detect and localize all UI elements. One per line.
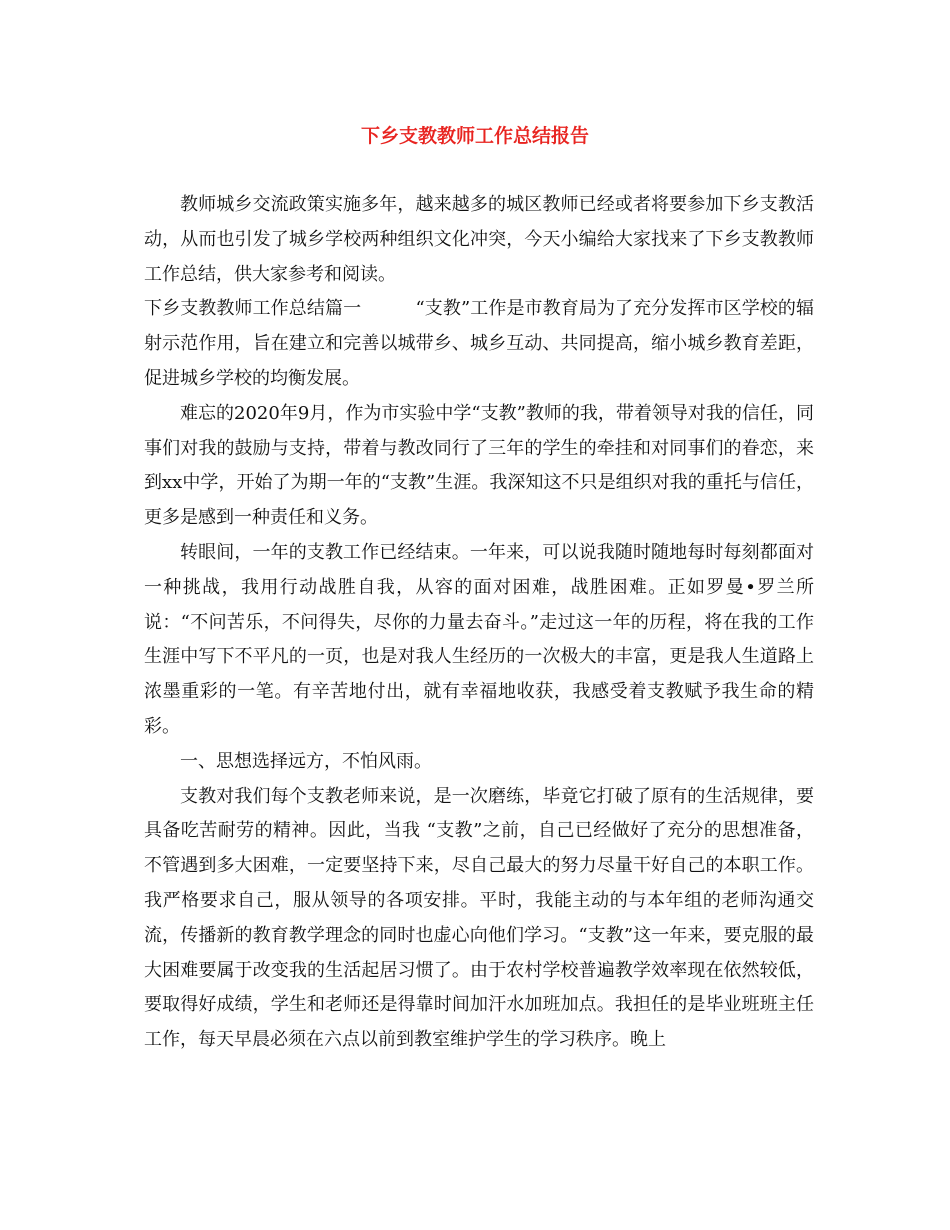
body-paragraph-reflection: 转眼间，一年的支教工作已经结束。一年来，可以说我随时随地每时每刻都面对一种挑战，我用行动战胜自我，从容的面对困难，战胜困难。正如罗曼•罗兰所说：“不问苦乐，不问得失，尽你的力量去奋斗。”走过这一年的历程，将在我的工作生涯中写下不平凡的一页，也是对我人生经历的一次极大的丰富，更是我人生道路上浓墨重彩的一笔。有辛苦地付出，就有幸福地收获，我感受着支教赋予我生命的精彩。 (144, 541, 814, 737)
document-title: 下乡支教教师工作总结报告 (360, 125, 589, 147)
section-one-paragraph: 下乡支教教师工作总结篇一 “支教”工作是市教育局为了充分发挥市区学校的辐射示范作用，旨在建立和完善以城带乡、城乡互动、共同提高，缩小城乡教育差距，促进城乡学校的均衡发展。 (144, 298, 814, 389)
section-heading-thought: 一、思想选择远方，不怕风雨。 (180, 750, 432, 772)
document-body (144, 188, 814, 1058)
body-paragraph-hardship: 支教对我们每个支教老师来说，是一次磨练，毕竟它打破了原有的生活规律，要具备吃苦耐劳的精神。因此，当我 “支教”之前，自己已经做好了充分的思想准备，不管遇到多大困难，一定要坚持下来，尽自己最大的努力尽量干好自己的本职工作。我严格要求自己，服从领导的各项安排。平时，我能主动的与本年组的老师沟通交流，传播新的教育教学理念的同时也虚心向他们学习。“支教”这一年来，要克服的最大困难要属于改变我的生活起居习惯了。由于农村学校普遍教学效率现在依然较低，要取得好成绩，学生和老师还是得靠时间加汗水加班加点。我担任的是毕业班班主任工作，每天早晨必须在六点以前到教室维护学生的学习秩序。晚上 (144, 785, 814, 1051)
body-paragraph-memory: 难忘的2020年9月，作为市实验中学“支教”教师的我，带着领导对我的信任，同事们对我的鼓励与支持，带着与教改同行了三年的学生的牵挂和对同事们的眷恋，来到xx中学，开始了为期一年的“支教”生涯。我深知这不只是组织对我的重托与信任，更多是感到一种责任和义务。 (144, 402, 814, 529)
intro-paragraph: 教师城乡交流政策实施多年，越来越多的城区教师已经或者将要参加下乡支教活动，从而也引发了城乡学校两种组织文化冲突，今天小编给大家找来了下乡支教教师工作总结，供大家参考和阅读。 (144, 194, 814, 285)
